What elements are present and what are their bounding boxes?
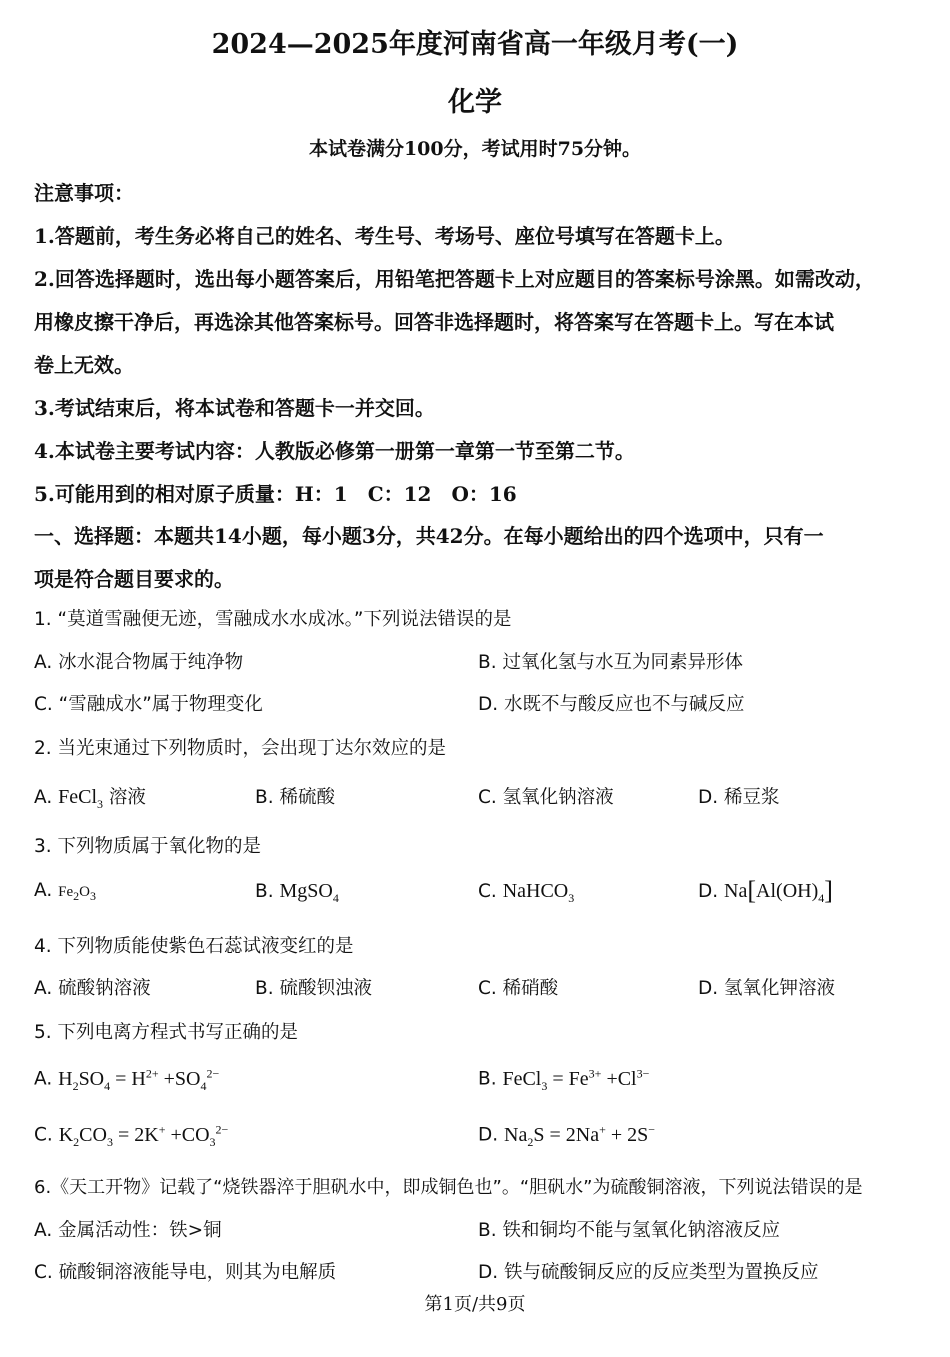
q5-option-d — [478, 1122, 655, 1150]
page-footer: 第1页/共9页 — [424, 1294, 526, 1315]
q3-option-b — [255, 880, 339, 906]
q2-option-c: C. 氢氧化钠溶液 — [478, 787, 614, 808]
q6-stem: 6.《天工开物》记载了“烧铁器淬于胆矾水中，即成铜色也”。“胆矾水”为硫酸铜溶液，下列说法错误的是 — [34, 1177, 863, 1198]
q4-option-d: D. 氢氧化钾溶液 — [698, 978, 836, 999]
q2-option-b: B. 稀硫酸 — [255, 787, 335, 808]
q5-option-c — [34, 1122, 228, 1150]
q3-option-c-label: C. — [478, 881, 497, 902]
note-item-1: 1.答题前，考生务必将自己的姓名、考生号、考场号、座位号填写在答题卡上。 — [34, 224, 735, 248]
q5-option-c-label: C. — [34, 1124, 53, 1146]
note-item-5: 5.可能用到的相对原子质量：H：1 C：12 O：16 — [34, 482, 517, 506]
subject-title: 化学 — [448, 87, 502, 118]
q5-option-d-label: D. — [478, 1124, 499, 1146]
q1-option-c: C. “雪融成水”属于物理变化 — [34, 694, 263, 715]
section-1-line-2: 项是符合题目要求的。 — [34, 567, 234, 591]
q5-option-a — [34, 1066, 219, 1094]
q6-option-c: C. 硫酸铜溶液能导电，则其为电解质 — [34, 1262, 337, 1283]
q3-option-b-label: B. — [255, 881, 274, 902]
q1-option-b: B. 过氧化氢与水互为同素异形体 — [478, 652, 743, 673]
q4-option-c: C. 稀硝酸 — [478, 978, 559, 999]
q5-option-d-formula: $Na_2S = 2Na^+ + 2S^-$ — [504, 1122, 656, 1149]
note-item-2-line-1: 2.回答选择题时，选出每小题答案后，用铅笔把答题卡上对应题目的答案标号涂黑。如需改动， — [34, 267, 875, 291]
q6-option-a: A. 金属活动性：铁>铜 — [34, 1220, 222, 1241]
q2-option-a-label: A. — [34, 787, 53, 808]
q1-option-d: D. 水既不与酸反应也不与碱反应 — [478, 694, 745, 715]
exam-info: 本试卷满分100分，考试用时75分钟。 — [308, 138, 642, 160]
q4-option-a: A. 硫酸钠溶液 — [34, 978, 151, 999]
q3-option-a — [34, 880, 96, 904]
q2-option-a-formula: FeCl$_3$ — [58, 786, 104, 811]
q3-option-d-label: D. — [698, 881, 719, 902]
q5-option-b — [478, 1066, 649, 1094]
q3-option-c-formula: NaHCO$_3$ — [502, 880, 575, 905]
q3-option-a-formula: $Fe_2O_3$ — [58, 884, 96, 903]
note-item-3: 3.考试结束后，将本试卷和答题卡一并交回。 — [34, 396, 435, 420]
q3-option-a-label: A. — [34, 880, 53, 901]
q1-stem: 1. “莫道雪融便无迹，雪融成水水成冰。”下列说法错误的是 — [34, 609, 512, 630]
q5-stem: 5. 下列电离方程式书写正确的是 — [34, 1022, 299, 1043]
q2-option-d: D. 稀豆浆 — [698, 787, 780, 808]
q5-option-a-label: A. — [34, 1068, 53, 1090]
q3-option-d — [698, 876, 833, 906]
q3-option-d-formula: $Na[Al(OH)_4]$ — [724, 876, 833, 905]
q2-option-a — [34, 783, 146, 812]
q6-option-b: B. 铁和铜均不能与氢氧化钠溶液反应 — [478, 1220, 780, 1241]
q3-option-c — [478, 880, 574, 906]
q6-option-d: D. 铁与硫酸铜反应的反应类型为置换反应 — [478, 1262, 819, 1283]
q5-option-c-formula: $K_2CO_3 = 2K^+ +CO_3^{2-}$ — [58, 1122, 229, 1149]
q5-option-b-label: B. — [478, 1068, 497, 1090]
note-item-4: 4.本试卷主要考试内容：人教版必修第一册第一章第一节至第二节。 — [34, 439, 635, 463]
q4-option-b: B. 硫酸钡浊液 — [255, 978, 372, 999]
note-item-2-line-3: 卷上无效。 — [34, 353, 134, 377]
q3-stem: 3. 下列物质属于氧化物的是 — [34, 836, 262, 857]
q2-option-a-text: 溶液 — [108, 787, 146, 808]
q4-stem: 4. 下列物质能使紫色石蕊试液变红的是 — [34, 936, 354, 957]
exam-title: 2024—2025年度河南省高一年级月考(一) — [211, 29, 739, 60]
section-1-line-1: 一、选择题：本题共14小题，每小题3分，共42分。在每小题给出的四个选项中，只有一 — [34, 524, 824, 548]
notes-heading: 注意事项： — [34, 181, 134, 205]
q3-option-b-formula: MgSO$_4$ — [279, 880, 339, 905]
q1-option-a: A. 冰水混合物属于纯净物 — [34, 652, 244, 673]
q5-option-a-formula: $H_2SO_4 = H^{2+} +SO_4^{2-}$ — [58, 1066, 220, 1093]
q5-option-b-formula: FeCl$_3$ = $Fe^{3+} +Cl^{3-}$ — [502, 1066, 650, 1093]
note-item-2-line-2: 用橡皮擦干净后，再选涂其他答案标号。回答非选择题时，将答案写在答题卡上。写在本试 — [34, 310, 834, 334]
q2-stem: 2. 当光束通过下列物质时，会出现丁达尔效应的是 — [34, 738, 447, 759]
